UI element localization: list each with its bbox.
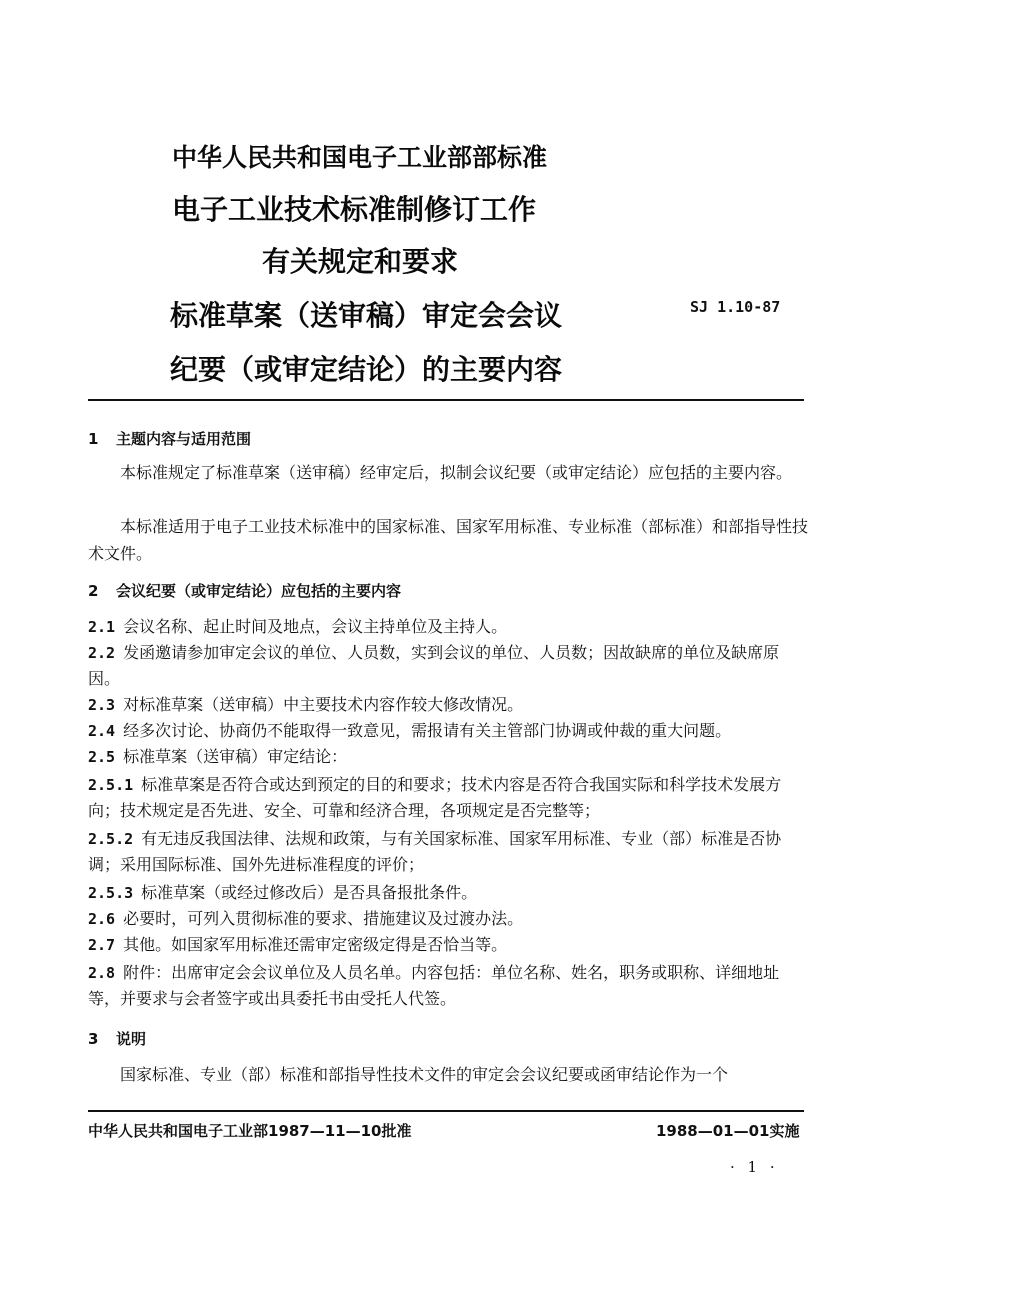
clause-2-5: 2.5 标准草案（送审稿）审定结论： xyxy=(88,747,348,766)
clause-2-5-1: 2.5.1 标准草案是否符合或达到预定的目的和要求；技术内容是否符合我国实际和科学技术发展方向；技术规定是否先进、安全、可靠和经济合理，各项规定是否完整等； xyxy=(88,775,782,820)
clause-2-2: 2.2 发函邀请参加审定会议的单位、人员数，实到会议的单位、人员数；因故缺席的单位及缺席原因。 xyxy=(88,643,780,688)
section-1-number: 1 xyxy=(88,430,99,448)
section-3-title: 说明 xyxy=(116,1030,147,1048)
document-title-line3: 标准草案（送审稿）审定会会议 xyxy=(170,299,563,332)
clause-2-6: 2.6 必要时，可列入贯彻标准的要求、措施建议及过渡办法。 xyxy=(88,909,524,928)
section-1-heading xyxy=(88,428,251,449)
clause-2-1: 2.1 会议名称、起止时间及地点，会议主持单位及主持人。 xyxy=(88,617,508,636)
section-2-heading xyxy=(88,580,401,601)
document-title-line4: 纪要（或审定结论）的主要内容 xyxy=(170,353,563,386)
effective-date: 1988—01—01实施 xyxy=(656,1122,800,1140)
clause-2-5-2: 2.5.2 有无违反我国法律、法规和政策，与有关国家标准、国家军用标准、专业（部）标准是否协调；采用国际标准、国外先进标准程度的评价； xyxy=(88,829,782,874)
footer-divider xyxy=(88,1110,804,1112)
issuing-authority: 中华人民共和国电子工业部部标准 xyxy=(172,143,548,172)
header-divider xyxy=(88,399,804,401)
page-number: · 1 · xyxy=(730,1158,779,1176)
clause-2-5-3: 2.5.3 标准草案（或经过修改后）是否具备报批条件。 xyxy=(88,883,478,902)
section-1-paragraph-2: 本标准适用于电子工业技术标准中的国家标准、国家军用标准、专业标准（部标准）和部指导性技术文件。 xyxy=(88,517,809,563)
section-1-paragraph-1: 本标准规定了标准草案（送审稿）经审定后，拟制会议纪要（或审定结论）应包括的主要内容。 xyxy=(120,463,793,482)
document-title-line2: 有关规定和要求 xyxy=(262,245,459,278)
clause-2-4: 2.4 经多次讨论、协商仍不能取得一致意见，需报请有关主管部门协调或仲裁的重大问题。 xyxy=(88,721,732,740)
standard-code: SJ 1.10-87 xyxy=(690,298,781,316)
section-2-title: 会议纪要（或审定结论）应包括的主要内容 xyxy=(116,582,402,600)
clause-2-3: 2.3 对标准草案（送审稿）中主要技术内容作较大修改情况。 xyxy=(88,695,524,714)
document-title-line1: 电子工业技术标准制修订工作 xyxy=(172,193,537,226)
approval-date: 中华人民共和国电子工业部1987—11—10批准 xyxy=(88,1122,412,1140)
section-3-number: 3 xyxy=(88,1030,99,1048)
section-3-paragraph-1: 国家标准、专业（部）标准和部指导性技术文件的审定会会议纪要或函审结论作为一个 xyxy=(120,1065,729,1084)
section-1-title: 主题内容与适用范围 xyxy=(116,430,252,448)
section-2-number: 2 xyxy=(88,582,99,600)
clause-2-7: 2.7 其他。如国家军用标准还需审定密级定得是否恰当等。 xyxy=(88,935,508,954)
section-3-heading xyxy=(88,1028,146,1049)
clause-2-8: 2.8 附件：出席审定会会议单位及人员名单。内容包括：单位名称、姓名，职务或职称、详细地址等，并要求与会者签字或出具委托书由受托人代签。 xyxy=(88,963,780,1008)
